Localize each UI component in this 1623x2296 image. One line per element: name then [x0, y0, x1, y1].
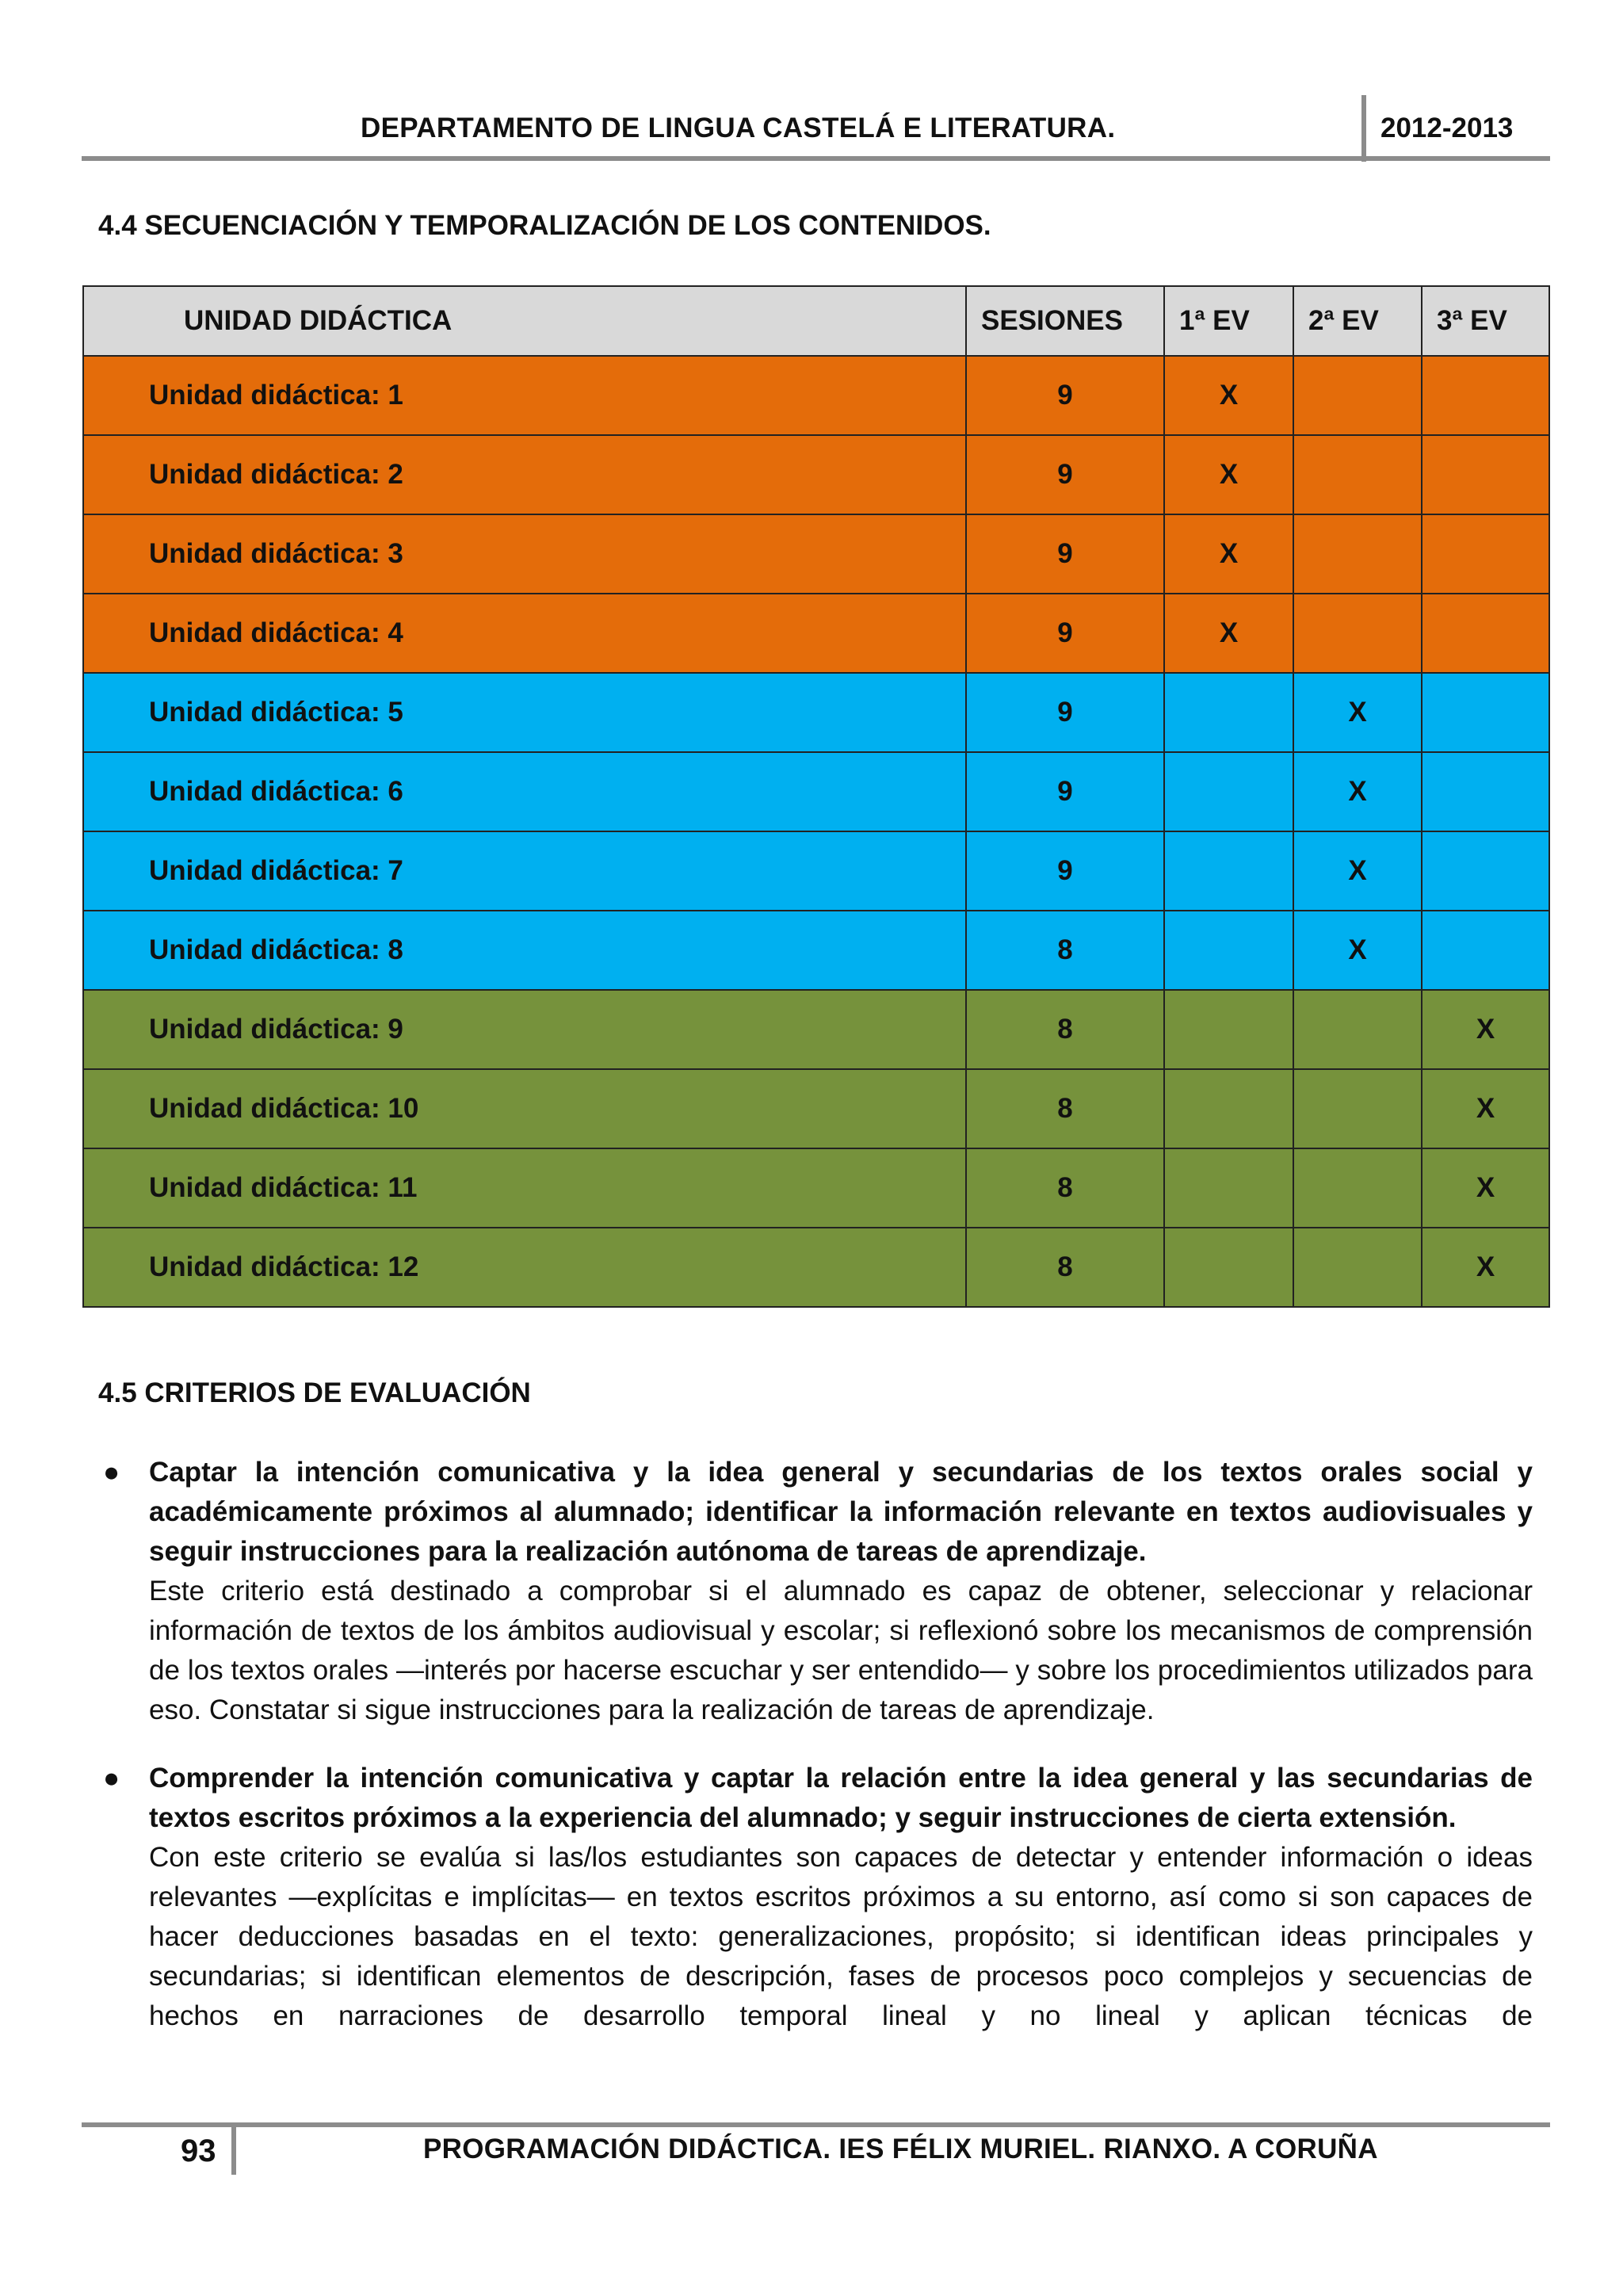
column-header-unit: UNIDAD DIDÁCTICA — [83, 286, 966, 356]
unit-cell: Unidad didáctica: 3 — [83, 514, 966, 594]
unit-cell: Unidad didáctica: 6 — [83, 752, 966, 831]
footer-divider — [231, 2122, 236, 2175]
footer-rule — [82, 2122, 1550, 2127]
criteria-list — [98, 1453, 1533, 2065]
ev2-cell — [1293, 594, 1422, 673]
ev2-cell: X — [1293, 673, 1422, 752]
criterion-description: Este criterio está destinado a comprobar si el alumnado es capaz de obtener, seleccionar y relacionar información de textos de los ámbitos audiovisual y escolar; si reflexionó sobre los mecanismos de comprensión de los textos orales —interés por hacerse escuchar y ser entendido— y sobre los procedimientos utilizados para eso. Constatar si sigue instrucciones para la realización de tareas de aprendizaje. — [149, 1576, 1533, 1725]
unit-cell: Unidad didáctica: 8 — [83, 911, 966, 990]
unit-cell: Unidad didáctica: 4 — [83, 594, 966, 673]
ev3-cell — [1422, 673, 1549, 752]
table-row — [83, 1148, 1549, 1228]
criterion-title: Comprender la intención comunicativa y captar la relación entre la idea general y las secundarias de textos escritos próximos a la experiencia del alumnado; y seguir instrucciones de cierta extensión. — [149, 1763, 1533, 1833]
ev2-cell: X — [1293, 911, 1422, 990]
ev2-cell — [1293, 1069, 1422, 1148]
sessions-cell: 8 — [966, 990, 1164, 1069]
sessions-cell: 8 — [966, 1228, 1164, 1307]
ev3-cell — [1422, 514, 1549, 594]
ev1-cell — [1164, 1148, 1293, 1228]
unit-cell: Unidad didáctica: 12 — [83, 1228, 966, 1307]
table-row — [83, 831, 1549, 911]
table-row — [83, 594, 1549, 673]
section-4-4-heading: 4.4 SECUENCIACIÓN Y TEMPORALIZACIÓN DE LOS CONTENIDOS. — [98, 210, 991, 241]
ev1-cell: X — [1164, 594, 1293, 673]
section-4-5-heading: 4.5 CRITERIOS DE EVALUACIÓN — [98, 1377, 531, 1408]
ev2-cell — [1293, 514, 1422, 594]
ev3-cell — [1422, 594, 1549, 673]
schedule-table — [82, 285, 1550, 1308]
sessions-cell: 9 — [966, 356, 1164, 435]
unit-cell: Unidad didáctica: 1 — [83, 356, 966, 435]
ev3-cell: X — [1422, 1069, 1549, 1148]
ev1-cell — [1164, 673, 1293, 752]
table-row — [83, 356, 1549, 435]
bullet-icon: ● — [103, 1763, 120, 1794]
column-header-ev3: 3ª EV — [1422, 286, 1549, 356]
ev2-cell: X — [1293, 831, 1422, 911]
ev3-cell: X — [1422, 990, 1549, 1069]
ev2-cell — [1293, 356, 1422, 435]
header-department: DEPARTAMENTO DE LINGUA CASTELÁ E LITERATURA. — [361, 113, 1116, 143]
ev2-cell — [1293, 435, 1422, 514]
unit-cell: Unidad didáctica: 11 — [83, 1148, 966, 1228]
column-header-sessions: SESIONES — [966, 286, 1164, 356]
criterion-item — [98, 1453, 1533, 1730]
table-row — [83, 752, 1549, 831]
unit-cell: Unidad didáctica: 10 — [83, 1069, 966, 1148]
ev1-cell — [1164, 1228, 1293, 1307]
ev1-cell: X — [1164, 435, 1293, 514]
table-row — [83, 990, 1549, 1069]
ev1-cell — [1164, 831, 1293, 911]
table-row — [83, 1069, 1549, 1148]
ev3-cell: X — [1422, 1228, 1549, 1307]
table-header-row — [83, 286, 1549, 356]
sessions-cell: 8 — [966, 1069, 1164, 1148]
ev2-cell: X — [1293, 752, 1422, 831]
ev2-cell — [1293, 990, 1422, 1069]
table-row — [83, 514, 1549, 594]
ev2-cell — [1293, 1228, 1422, 1307]
ev3-cell — [1422, 911, 1549, 990]
sessions-cell: 9 — [966, 594, 1164, 673]
ev3-cell — [1422, 752, 1549, 831]
unit-cell: Unidad didáctica: 5 — [83, 673, 966, 752]
header-rule — [82, 156, 1550, 161]
criterion-title: Captar la intención comunicativa y la idea general y secundarias de los textos orales social y académicamente próximos al alumnado; identificar la información relevante en textos audiovisuales y seguir instrucciones para la realización autónoma de tareas de aprendizaje. — [149, 1457, 1533, 1567]
header-divider — [1361, 95, 1366, 162]
ev3-cell: X — [1422, 1148, 1549, 1228]
table-row — [83, 1228, 1549, 1307]
table-row — [83, 435, 1549, 514]
ev3-cell — [1422, 831, 1549, 911]
ev3-cell — [1422, 356, 1549, 435]
unit-cell: Unidad didáctica: 2 — [83, 435, 966, 514]
ev3-cell — [1422, 435, 1549, 514]
ev1-cell: X — [1164, 514, 1293, 594]
table-row — [83, 911, 1549, 990]
footer-text: PROGRAMACIÓN DIDÁCTICA. IES FÉLIX MURIEL. RIANXO. A CORUÑA — [423, 2134, 1378, 2164]
ev1-cell: X — [1164, 356, 1293, 435]
sessions-cell: 9 — [966, 435, 1164, 514]
column-header-ev1: 1ª EV — [1164, 286, 1293, 356]
page-number: 93 — [181, 2134, 216, 2168]
sessions-cell: 8 — [966, 1148, 1164, 1228]
ev1-cell — [1164, 1069, 1293, 1148]
ev1-cell — [1164, 752, 1293, 831]
column-header-ev2: 2ª EV — [1293, 286, 1422, 356]
ev1-cell — [1164, 990, 1293, 1069]
criterion-item — [98, 1759, 1533, 2036]
sessions-cell: 8 — [966, 911, 1164, 990]
ev2-cell — [1293, 1148, 1422, 1228]
unit-cell: Unidad didáctica: 7 — [83, 831, 966, 911]
sessions-cell: 9 — [966, 514, 1164, 594]
criterion-description: Con este criterio se evalúa si las/los estudiantes son capaces de detectar y entender información o ideas relevantes —explícitas e implícitas— en textos escritos próximos a su entorno, así como si son capaces de hacer deducciones basadas en el texto: generalizaciones, propósito; si identifican ideas principales y secundarias; si identifican elementos de descripción, fases de procesos poco complejos y secuencias de hechos en narraciones de desarrollo temporal lineal y no lineal y aplican técnicas de — [149, 1842, 1533, 2031]
unit-cell: Unidad didáctica: 9 — [83, 990, 966, 1069]
ev1-cell — [1164, 911, 1293, 990]
header-year: 2012-2013 — [1381, 113, 1514, 143]
table-row — [83, 673, 1549, 752]
bullet-icon: ● — [103, 1457, 120, 1488]
sessions-cell: 9 — [966, 752, 1164, 831]
sessions-cell: 9 — [966, 831, 1164, 911]
sessions-cell: 9 — [966, 673, 1164, 752]
